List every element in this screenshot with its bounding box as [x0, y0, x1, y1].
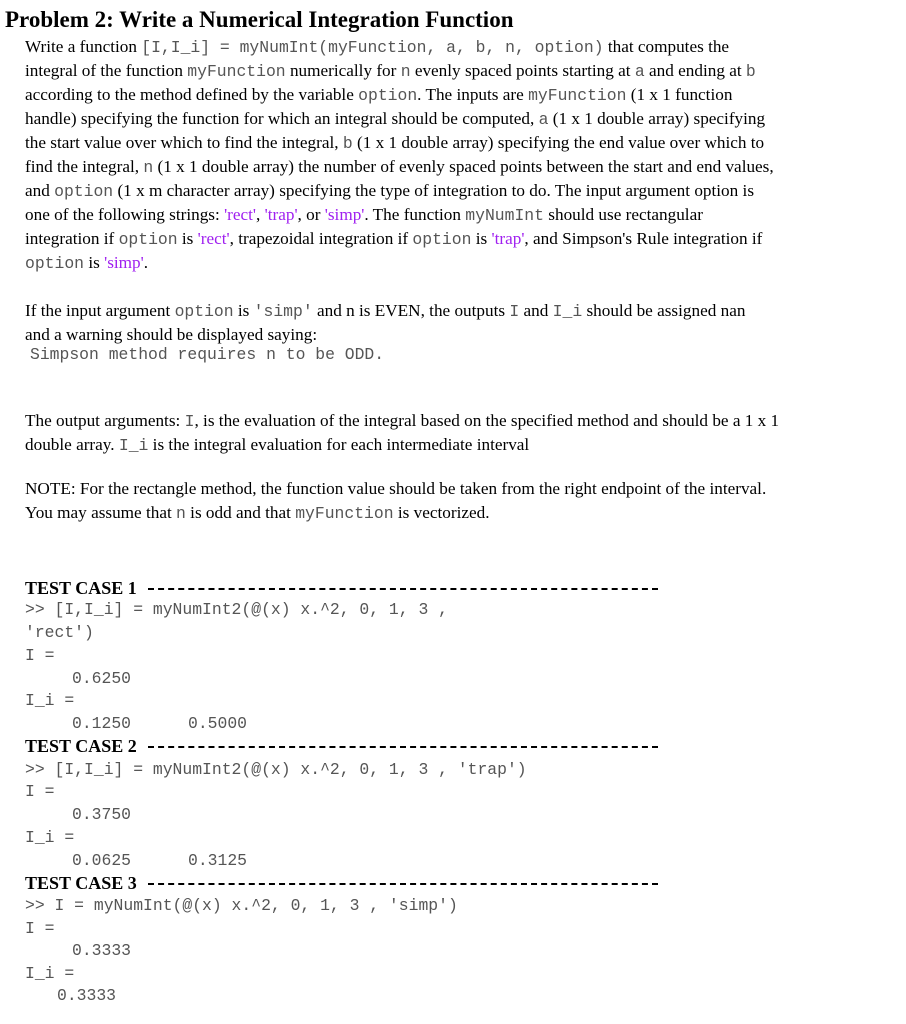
code-I: I [184, 412, 195, 431]
command-line: >> I = myNumInt(@(x) x.^2, 0, 1, 3 , 'simp') [25, 896, 458, 915]
text: NOTE: For the rectangle method, the function value should be taken from the right endpoint of the interval. [25, 479, 767, 498]
code-option: option [174, 302, 234, 321]
code-I_i: I_i [552, 302, 583, 321]
text: should use rectangular [543, 205, 703, 224]
text: . [143, 253, 149, 272]
text: (1 x 1 function [626, 85, 733, 104]
text: one of the following strings: [25, 205, 225, 224]
description-line [25, 35, 774, 59]
command-line: >> [I,I_i] = myNumInt2(@(x) x.^2, 0, 1, 3 , 'trap') [25, 760, 527, 779]
command-line: 'rect') [25, 623, 94, 642]
code-myfunction: myFunction [187, 62, 286, 81]
text: evenly spaced points starting at [410, 61, 635, 80]
text: and [519, 301, 553, 320]
text: . The inputs are [417, 85, 529, 104]
text: , trapezoidal integration if [229, 229, 413, 248]
output-label: I_i = [25, 691, 75, 710]
code-option: option [54, 182, 114, 201]
text: and ending at [644, 61, 746, 80]
string-rect: 'rect' [197, 229, 230, 248]
warning-message: Simpson method requires n to be ODD. [30, 345, 385, 364]
text: that computes the [603, 37, 730, 56]
description-line [25, 155, 774, 179]
code-a: a [634, 62, 645, 81]
output-label: I = [25, 919, 55, 938]
note-paragraph [25, 477, 766, 525]
string-trap: 'trap' [491, 229, 525, 248]
code-I_i: I_i [118, 436, 149, 455]
output-value: 0.5000 [188, 714, 248, 733]
description-line [25, 179, 774, 203]
text: is odd and that [185, 503, 296, 522]
string-simp: 'simp' [324, 205, 365, 224]
description-line [25, 131, 774, 155]
text: and a warning should be displayed saying: [25, 325, 318, 344]
text: (1 x m character array) specifying the type of integration to do. The input argument option is [113, 181, 755, 200]
text: the start value over which to find the integral, [25, 133, 343, 152]
command-line: >> [I,I_i] = myNumInt2(@(x) x.^2, 0, 1, 3 , [25, 600, 448, 619]
output-label: I = [25, 646, 55, 665]
simpson-warning-paragraph [25, 299, 745, 347]
text: . The function [364, 205, 466, 224]
description-line [25, 251, 774, 275]
text: is [233, 301, 254, 320]
text: , is the evaluation of the integral based on the specified method and should be a 1 x 1 [194, 411, 780, 430]
text: and [25, 181, 55, 200]
text: integral of the function [25, 61, 188, 80]
test-case-heading: TEST CASE 3 [25, 873, 137, 893]
code-myfunction: myFunction [528, 86, 627, 105]
code-option: option [412, 230, 472, 249]
text: If the input argument [25, 301, 175, 320]
outputs-paragraph [25, 409, 779, 457]
text: double array. [25, 435, 119, 454]
test-case-heading: TEST CASE 2 [25, 736, 137, 756]
code-b: b [342, 134, 353, 153]
code-option: option [118, 230, 178, 249]
text: numerically for [285, 61, 401, 80]
description-line [25, 501, 766, 525]
code-mynumint: myNumInt [465, 206, 544, 225]
text: according to the method defined by the variable [25, 85, 359, 104]
output-value: 0.3125 [188, 851, 248, 870]
text: integration if [25, 229, 119, 248]
description-line [25, 83, 774, 107]
dashed-divider [148, 588, 658, 590]
text: Write a function [25, 37, 142, 56]
description-line [25, 203, 774, 227]
code-n: n [143, 158, 154, 177]
description-line [25, 477, 766, 501]
signature-code: [I,I_i] = myNumInt(myFunction, a, b, n, option) [141, 38, 604, 57]
code-simp: 'simp' [253, 302, 313, 321]
text: You may assume that [25, 503, 177, 522]
description-line [25, 227, 774, 251]
text: (1 x 1 double array) specifying [548, 109, 766, 128]
output-label: I_i = [25, 828, 75, 847]
text: and n is EVEN, the outputs [312, 301, 510, 320]
text: , or [297, 205, 325, 224]
text: handle) specifying the function for which an integral should be computed, [25, 109, 539, 128]
output-value: 0.3333 [72, 941, 132, 960]
output-label: I = [25, 782, 55, 801]
string-rect: 'rect' [224, 205, 257, 224]
code-myfunction: myFunction [295, 504, 394, 523]
test-case-heading: TEST CASE 1 [25, 578, 137, 598]
code-a: a [538, 110, 549, 129]
output-value: 0.3333 [57, 986, 117, 1005]
description-line [25, 59, 774, 83]
output-value: 0.0625 [72, 851, 132, 870]
problem-title: Problem 2: Write a Numerical Integration Function [5, 7, 514, 32]
text: is [471, 229, 492, 248]
text: should be assigned nan [582, 301, 746, 320]
text: find the integral, [25, 157, 144, 176]
text: The output arguments: [25, 411, 185, 430]
code-option: option [25, 254, 85, 273]
text: , and Simpson's Rule integration if [524, 229, 763, 248]
text: is [84, 253, 105, 272]
code-b: b [745, 62, 756, 81]
text: is the integral evaluation for each intermediate interval [148, 435, 530, 454]
output-value: 0.3750 [72, 805, 132, 824]
text: is vectorized. [393, 503, 490, 522]
text: , [256, 205, 265, 224]
output-value: 0.1250 [72, 714, 132, 733]
dashed-divider [148, 746, 658, 748]
code-option: option [358, 86, 418, 105]
string-simp: 'simp' [104, 253, 144, 272]
code-n: n [400, 62, 411, 81]
description-paragraph [25, 35, 774, 275]
output-label: I_i = [25, 964, 75, 983]
description-line [25, 299, 745, 323]
dashed-divider [148, 883, 658, 885]
text: (1 x 1 double array) specifying the end value over which to [352, 133, 765, 152]
description-line [25, 409, 779, 433]
text: is [177, 229, 198, 248]
code-I: I [509, 302, 520, 321]
text: (1 x 1 double array) the number of evenly spaced points between the start and end values, [153, 157, 774, 176]
description-line [25, 107, 774, 131]
output-value: 0.6250 [72, 669, 132, 688]
code-n: n [176, 504, 186, 523]
description-line [25, 433, 779, 457]
string-trap: 'trap' [264, 205, 298, 224]
